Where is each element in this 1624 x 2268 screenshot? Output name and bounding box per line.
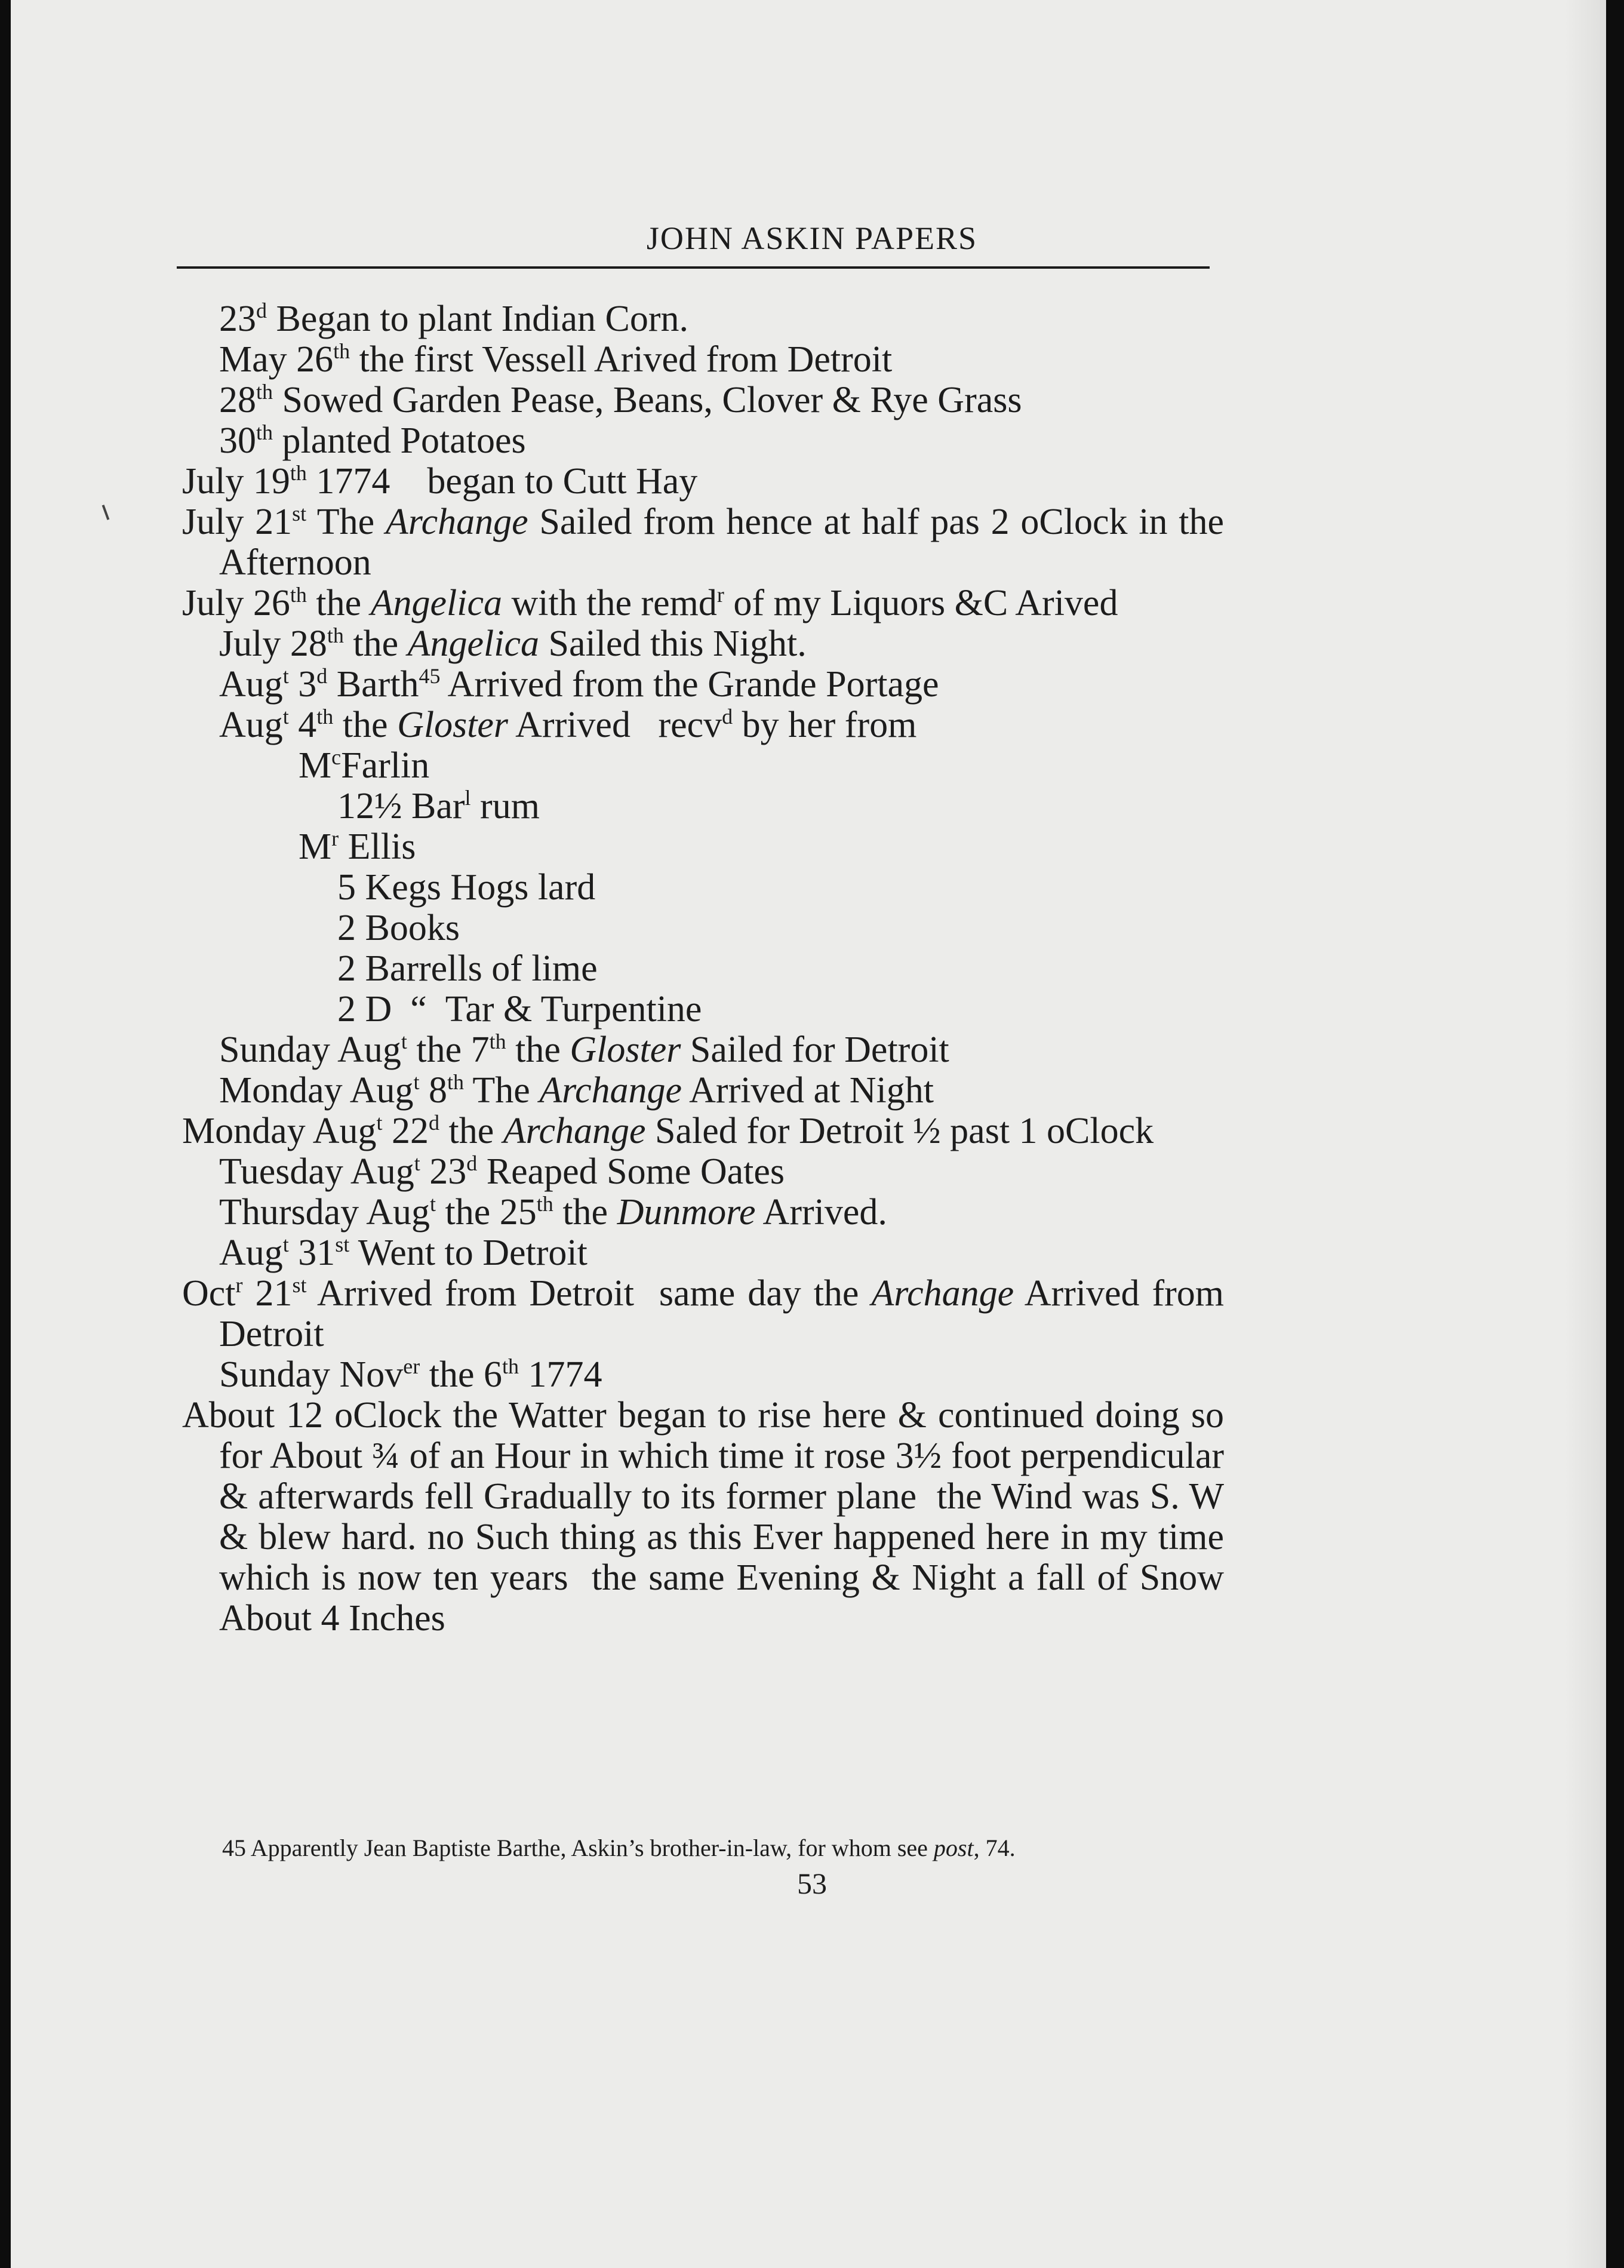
text-line: 2 D “ Tar & Turpentine [337, 989, 702, 1029]
running-head: JOHN ASKIN PAPERS [646, 220, 978, 256]
text-line: 23$^d$ Began to plant Indian Corn. [219, 299, 688, 339]
text-line: July 26th the Angelica with the remd$^r$ of my Liquors &C Arived [182, 583, 1118, 623]
text-line: Sunday Aug$^t$ the 7th the Gloster Sailed for Detroit [219, 1029, 949, 1070]
text-line: Aug$^t$ 31st Went to Detroit [219, 1233, 588, 1273]
text-line: Aug$^t$ 4th the Gloster Arrived recv$^d$ by her from [219, 705, 917, 745]
text-line: 30th planted Potatoes [219, 420, 526, 461]
text-line: Tuesday Aug$^t$ 23$^d$ Reaped Some Oates [219, 1151, 785, 1192]
text-line: Sunday Nov$^{er}$ the 6th 1774 [219, 1354, 602, 1395]
footnote: 45 Apparently Jean Baptiste Barthe, Askin’s brother-in-law, for whom see post, 74. [222, 1834, 1016, 1861]
text-line: 2 Books [337, 908, 460, 948]
text-line: July 21st The Archange Sailed from hence at half pas 2 oClock in the Afternoon [182, 502, 1224, 583]
text-line: May 26th the first Vessell Arived from Detroit [219, 339, 893, 380]
text-line: 2 Barrells of lime [337, 948, 598, 989]
page-number: 53 [797, 1867, 827, 1900]
text-line: About 12 oClock the Watter began to rise here & continued doing so for About ¾ of an Hour in which time it rose 3½ foot perpendicular & afterwards fell Gradually to its former plane the Wind was S. W & blew hard. no Such thing as this Ever happened here in my time which is now ten years the same Evening & Night a fall of Snow About 4 Inches [182, 1395, 1224, 1639]
text-line: $M^r$ Ellis [299, 826, 416, 867]
page-body-text [182, 299, 1224, 1639]
text-line: July 19th 1774 began to Cutt Hay [182, 461, 698, 502]
text-line: Monday Aug$^t$ 22$^d$ the Archange Saled for Detroit ½ past 1 oClock [182, 1111, 1154, 1151]
text-line: Monday Aug$^t$ 8th The Archange Arrived at Night [219, 1070, 934, 1111]
paper-edge-shadow [1564, 0, 1606, 2268]
text-line: Thursday Aug$^t$ the 25th the Dunmore Arrived. [219, 1192, 887, 1233]
header-rule [177, 266, 1210, 269]
text-line: 28th Sowed Garden Pease, Beans, Clover & Rye Grass [219, 380, 1022, 420]
text-line: 5 Kegs Hogs lard [337, 867, 596, 908]
text-line: 12½ Bar$^l$ rum [337, 786, 540, 826]
text-line: July 28th the Angelica Sailed this Night. [219, 623, 807, 664]
text-line: $M^cFarlin$ [299, 745, 430, 786]
text-line: Aug$^t$ 3$^d$ Barth$^{45}$ Arrived from the Grande Portage [219, 664, 939, 705]
text-line: Oct$^r$ 21st Arrived from Detroit same day the Archange Arrived from Detroit [182, 1273, 1224, 1354]
